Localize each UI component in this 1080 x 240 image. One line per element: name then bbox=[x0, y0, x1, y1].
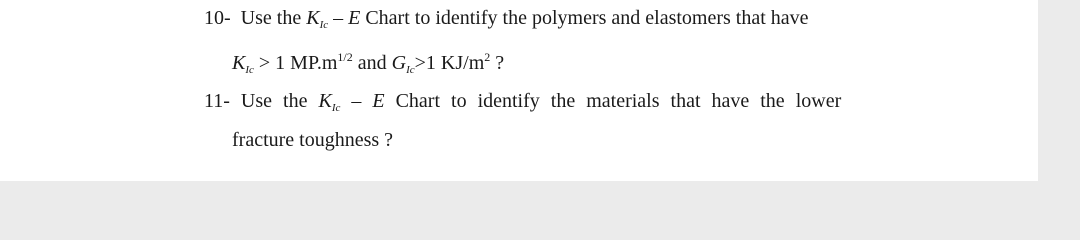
question-text: Chart to identify the materials that have the lower bbox=[395, 90, 842, 112]
k-value: > 1 MP.m bbox=[258, 52, 338, 74]
question-11-line-1 bbox=[204, 89, 841, 120]
question-10-line-2 bbox=[232, 45, 504, 82]
question-text: fracture toughness ? bbox=[232, 129, 394, 151]
e-symbol: E bbox=[348, 7, 361, 29]
question-text: Use the bbox=[240, 7, 302, 29]
k-subscript: Ic bbox=[245, 64, 254, 76]
g-symbol: G bbox=[391, 52, 407, 74]
question-text: Chart to identify the polymers and elastomers that have bbox=[365, 7, 809, 29]
k-symbol: K bbox=[306, 7, 320, 29]
question-number: 11- bbox=[204, 90, 230, 112]
g-value: >1 KJ/m bbox=[414, 52, 485, 74]
dash: – bbox=[333, 7, 344, 29]
k-subscript: Ic bbox=[319, 19, 329, 31]
k-symbol: K bbox=[318, 90, 332, 112]
question-mark: ? bbox=[495, 52, 505, 74]
question-10-line-1 bbox=[204, 6, 809, 37]
g-exponent: 2 bbox=[484, 50, 491, 64]
question-number: 10- bbox=[204, 7, 231, 29]
k-exponent: 1/2 bbox=[337, 50, 353, 64]
dash: – bbox=[351, 90, 362, 112]
and-text: and bbox=[357, 52, 387, 74]
question-text: Use the bbox=[240, 90, 308, 112]
e-symbol: E bbox=[372, 90, 385, 112]
g-subscript: Ic bbox=[406, 64, 415, 76]
k-subscript: Ic bbox=[331, 102, 341, 114]
page-margin bbox=[1038, 0, 1080, 181]
k-symbol: K bbox=[232, 52, 246, 74]
question-11-line-2 bbox=[232, 128, 393, 152]
